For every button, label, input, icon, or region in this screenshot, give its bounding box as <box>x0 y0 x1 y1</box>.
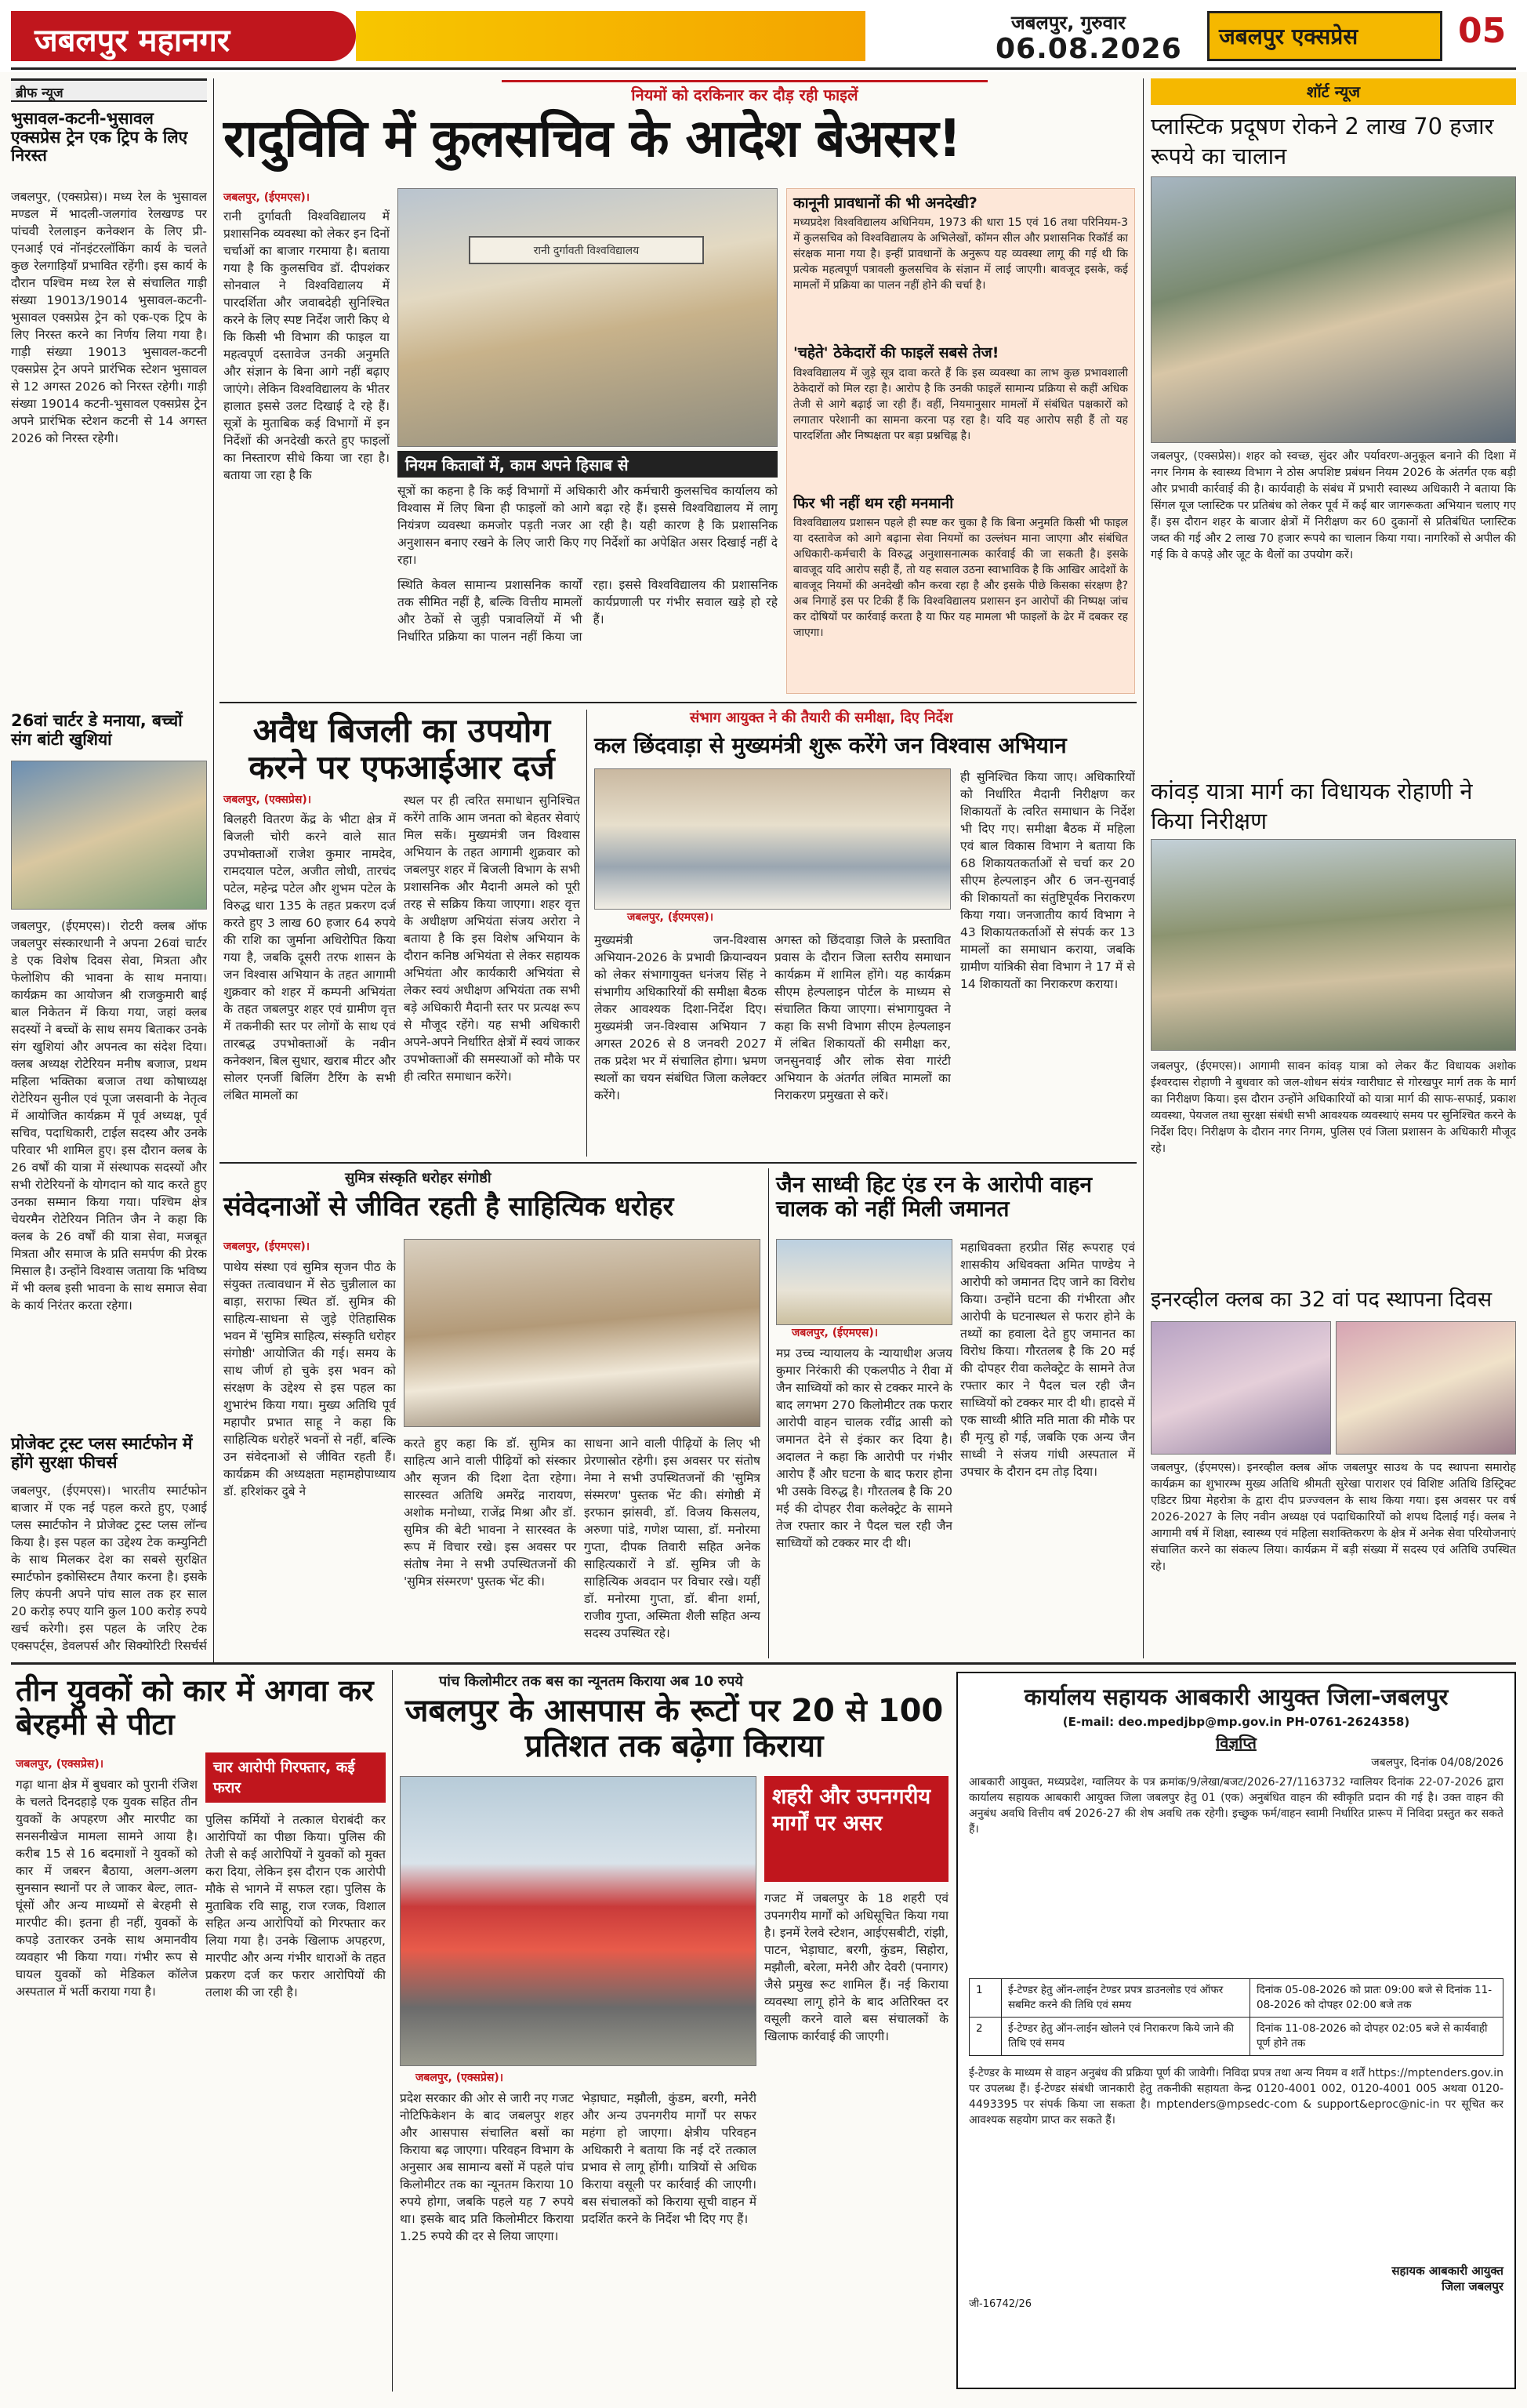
table-row <box>970 1979 1503 2018</box>
yellow-stripe <box>356 11 865 61</box>
short-headline-1: प्लास्टिक प्रदूषण रोकने 2 लाख 70 हजार रूपये का चालान <box>1151 113 1494 169</box>
table-row <box>970 2018 1503 2056</box>
notice-intro: आबकारी आयुक्त, मध्यप्रदेश, ग्वालियर के पत्र क्रमांक/9/लेखा/बजट/2026-27/1163732 ग्वालियर दिनांक 22-07-2026 द्वारा कार्यालय सहायक आबकारी आयुक्त जिला जबलपुर हेतु 01 (एक) अनुबंधित वाहन की स्वीकृति प्रदान की गई है। उक्त वाहन की अनुबंध अवधि वित्तीय वर्ष 2026-27 की शेष अवधि तक रहेगी। इच्छुक फर्म/वाहन स्वामी निर्धारित प्रारूप में निविदा प्रस्तुत कर सकते हैं। <box>969 1776 1503 1836</box>
bus-body-1: प्रदेश सरकार की ओर से जारी नए गजट नोटिफिकेशन के बाद जबलपुर शहर और आसपास संचालित बसों का किराया बढ़ जाएगा। परिवहन विभाग के अनुसार अब सामान्य बसों में पहले पांच किलोमीटर तक का न्यूनतम किराया 10 रुपये होगा, जबकि पहले यह 7 रुपये था। इसके बाद प्रति किलोमीटर किराया 1.25 रुपये की दर से लिया जाएगा। <box>400 2091 574 2243</box>
table-cell-time: दिनांक 05-08-2026 को प्रातः 09:00 बजे से दिनांक 11-08-2026 को दोपहर 02:00 बजे तक <box>1250 1979 1503 2018</box>
rotary-photo <box>11 761 207 910</box>
sahitya-body-2: करते हुए कहा कि डॉ. सुमित्र का साहित्य आने वाली पीढ़ियों को संस्कार और सृजन की दिशा देता रहेगा। सारस्वत अतिथि अमरेंद्र नारायण, अशोक मनोध्या, राजेंद्र मिश्रा और डॉ. सुमित्र की बेटी भावना ने सारस्वत के रूप में विचार रखे। इस अवसर पर संतोष नेमा ने सभी उपस्थितजनों की 'सुमित्र संस्मरण' पुस्तक भेंट की। <box>404 1436 576 1589</box>
assault-body-2: पुलिस कर्मियों ने तत्काल घेराबंदी कर आरोपियों का पीछा किया। पुलिस की तेजी से कई आरोपियों ने युवकों को मुक्त करा दिया, लेकिन इस दौरान एक आरोपी मौके से भागने में सफल रहा। पुलिस के मुताबिक रवि साहू, राज रजक, विशाल सहित अन्य आरोपियों को गिरफ्तार कर लिया गया है। उनके खिलाफ अपहरण, मारपीट और अन्य गंभीर धाराओं के तहत प्रकरण दर्ज कर फरार आरोपियों की तलाश की जा रही है। <box>205 1813 386 1999</box>
notice-vigyapti: विज्ञप्ति <box>1216 1734 1257 1752</box>
brief-headline-2: 26वां चार्टर डे मनाया, बच्चों संग बांटी खुशियां <box>11 711 183 749</box>
sahitya-body-1: पाथेय संस्था एवं सुमित्र सृजन पीठ के संयुक्त तत्वावधान में सेठ चुन्नीलाल का बाड़ा, सराफा स्थित डॉ. सुमित्र की साहित्य-साधना से जुड़े ऐतिहासिक भवन में 'सुमित्र साहित्य, संस्कृति धरोहर संगोष्ठी' आयोजित की गई। समय के साथ जीर्ण हो चुके इस भवन को संरक्षण के उद्देश्य से इस पहल का शुभारंभ किया गया। मुख्य अतिथि पूर्व महापौर प्रभात साहू ने कहा कि साहित्यिक धरोहरें भवनों से नहीं, बल्कि उन संवेदनाओं से जीवित रहती हैं। कार्यक्रम की अध्यक्षता महामहोपाध्याय डॉ. हरिशंकर दुबे ने <box>223 1260 396 1498</box>
court-photo <box>776 1239 952 1325</box>
section-banner <box>11 11 356 61</box>
paper-name: जबलपुर एक्सप्रेस <box>1219 24 1358 49</box>
notice-contact: (E-mail: deo.mpedjbp@mp.gov.in PH-0761-2624358) <box>1062 1715 1410 1729</box>
lead-kicker-bar <box>502 80 988 104</box>
sidebar-text-3: विश्वविद्यालय प्रशासन पहले ही स्पष्ट कर चुका है कि बिना अनुमति किसी भी फाइल या दस्तावेज को आगे बढ़ाना सेवा नियमों का उल्लंघन माना जाएगा और संबंधित अधिकारी-कर्मचारी के विरुद्ध अनुशासनात्मक कार्रवाई की जा सकती है। इसके बावजूद यदि आरोप सही हैं, तो यह सवाल उठना स्वाभाविक है कि आखिर आदेशों के बावजूद नियमों की अनदेखी कौन करवा रहा है और इसके पीछे किसका संरक्षण है? अब निगाहें इस पर टिकी हैं कि विश्वविद्यालय प्रशासन इन आरोपों की निष्पक्ष जांच कर दोषियों पर कार्रवाई करता है या फिर यह मामला भी फाइलों के ढेर में दबकर रह जाएगा। <box>793 516 1128 639</box>
table-cell-work: ई-टेण्डर हेतु ऑन-लाईन टेण्डर प्रपत्र डाउनलोड एवं ऑफर सबमिट करने की तिथि एवं समय <box>1002 1979 1250 2018</box>
notice-table <box>969 1978 1503 2056</box>
table-cell-time: दिनांक 11-08-2026 को दोपहर 02:05 बजे से कार्यवाही पूर्ण होने तक <box>1250 2018 1503 2056</box>
bus-photo <box>400 1776 756 2066</box>
brief-tag: ब्रीफ न्यूज <box>11 78 207 102</box>
building-sign: रानी दुर्गावती विश्वविद्यालय <box>469 236 704 264</box>
short-tag: शॉर्ट न्यूज <box>1151 78 1516 105</box>
notice-sign-2: जिला जबलपुर <box>1442 2279 1503 2294</box>
jain-body-2: महाधिवक्ता हरप्रीत सिंह रूपराह एवं शासकीय अधिवक्ता अमित पाण्डेय ने आरोपी को जमानत दिए जाने का विरोध किया। उन्होंने घटना की गंभीरता और आरोपी के घटनास्थल से फरार होने के तथ्यों का हवाला देते हुए जमानत का विरोध किया। गौरतलब है कि 20 मई की दोपहर रीवा कलेक्ट्रेट के सामने तेज रफ्तार कार ने पैदल चल रही जैन साध्वियों को टक्कर मार दी थी। हादसे में एक साध्वी श्रीति मति माता की मौके पर ही मृत्यु हो गई, जबकि एक अन्य जैन साध्वी ने संजय गांधी अस्पताल में उपचार के दौरान दम तोड़ दिया। <box>960 1240 1135 1479</box>
issue-date: 06.08.2026 <box>996 33 1182 65</box>
brief-column <box>11 78 207 1654</box>
bus-headline: जबलपुर के आसपास के रूटों पर 20 से 100 प्रतिशत तक बढ़ेगा किराया <box>404 1693 944 1764</box>
sahitya-body-3: साधना आने वाली पीढ़ियों के लिए भी प्रेरणास्रोत रहेगी। इस अवसर पर संतोष नेमा ने सभी उपस्थितजनों की 'सुमित्र संस्मरण' पुस्तक भेंट की। संगोष्ठी में इरफान झांसवी, डॉ. विजय किसलय, अरुणा पांडे, गणेश प्यासा, डॉ. मनोरमा गुप्ता, दीपक तिवारी सहित अनेक साहित्यकारों ने डॉ. सुमित्र जी के साहित्यिक अवदान पर विचार रखे। यहीं डॉ. मनोरमा गुप्ता, डॉ. बीना शर्मा, राजीव गुप्ता, अस्मिता शैली सहित अन्य सदस्य उपस्थित रहे। <box>584 1436 760 1640</box>
sambhag-body-3: अगस्त को छिंदवाड़ा जिले के प्रस्तावित प्रवास के दौरान जिला स्तरीय समाधान कार्यक्रम में शामिल होंगे। यह कार्यक्रम सीएम हेल्पलाइन पोर्टल के माध्यम से संचालित किया जाएगा। संभागायुक्त ने कहा कि सभी विभाग सीएम हेल्पलाइन में लंबित शिकायतों की समीक्षा कर, जनसुनवाई और लोक सेवा गारंटी अभियान के अंतर्गत लंबित मामलों का निराकरण प्रमुखता से करें। <box>774 933 951 1102</box>
col-rule-right <box>1143 78 1144 1658</box>
sahitya-headline: संवेदनाओं से जीवित रहती है साहित्यिक धरोहर <box>223 1191 674 1222</box>
sambhag-dateline: जबलपुर, (ईएमएस)। <box>627 911 714 924</box>
short-text-3: जबलपुर, (ईएमएस)। इनरव्हील क्लब ऑफ जबलपुर साउथ के पद स्थापना समारोह कार्यक्रम का शुभारम्भ मुख्य अतिथि श्रीमती सुरेखा पाराशर एवं विशिष्ट अतिथि डिस्ट्रिक्ट एडिटर प्रिया मेहरोत्रा के द्वारा दीप प्रज्ज्वलन के साथ किया गया। इस अवसर पर वर्ष 2026-2027 के लिए नवीन अध्यक्ष एवं पदाधिकारियों को शपथ दिलाई गई। क्लब ने आगामी वर्ष में शिक्षा, स्वास्थ्य एवं महिला सशक्तिकरण के क्षेत्र में अनेक सेवा परियोजनाएं संचालित करने का संकल्प लिया। कार्यक्रम में बड़ी संख्या में सदस्य एवं अतिथि उपस्थित रहे। <box>1151 1462 1516 1573</box>
brief-headline-1: भुसावल-कटनी-भुसावल एक्सप्रेस ट्रेन एक ट्रिप के लिए निरस्त <box>11 109 188 165</box>
table-cell-no: 1 <box>970 1979 1002 2018</box>
bus-dateline: जबलपुर, (एक्सप्रेस)। <box>415 2072 504 2084</box>
meeting-photo <box>594 768 951 910</box>
innerwheel-photo-2 <box>1336 1321 1516 1455</box>
lead-body-1: रानी दुर्गावती विश्वविद्यालय में प्रशासनिक व्यवस्था को लेकर इन दिनों चर्चाओं का बाजार गरमाया है। बताया गया है कि कुलसचिव डॉ. दीपशंकर सोनवाल ने विश्वविद्यालय में पारदर्शिता और जवाबदेही सुनिश्चित करने के लिए स्पष्ट निर्देश जारी किए थे कि किसी भी विभाग की फाइल या महत्वपूर्ण दस्तावेज उनकी अनुमति और संज्ञान के बिना आगे नहीं बढ़ाए जाएंगे। लेकिन विश्वविद्यालय के भीतर हालात इससे उलट दिखाई दे रहे हैं। सूत्रों के मुताबिक कई विभागों में इन निर्देशों की अनदेखी करते हुए फाइलों का निस्तारण सीधे किया जा रहा है। बताया जा रहा है कि <box>223 209 390 482</box>
jain-dateline: जबलपुर, (ईएमएस)। <box>792 1327 879 1339</box>
sahitya-kicker: सुमित्र संस्कृति धरोहर संगोष्ठी <box>345 1170 491 1186</box>
short-text-1: जबलपुर, (एक्सप्रेस)। शहर को स्वच्छ, सुंदर और पर्यावरण-अनुकूल बनाने की दिशा में नगर निगम के स्वास्थ्य विभाग ने ठोस अपशिष्ट प्रबंधन नियम 2026 के अंतर्गत एक बड़ी और प्रभावी कार्रवाई की है। कार्यवाही के संबंध में प्रभारी स्वास्थ्य अधिकारी ने बताया कि सिंगल यूज प्लास्टिक पर प्रतिबंध को लेकर पूर्व में कई बार जागरूकता अभियान चलाए गए हैं। इस दौरान शहर के बाजार क्षेत्रों में निरीक्षण कर 60 दुकानों से प्रतिबंधित प्लास्टिक जब्त की गई और 2 लाख 70 हजार रूपये का चालान किया गया। नागरिकों से अपील की गई कि वे कपड़े और जूट के थैलों का उपयोग करें। <box>1151 450 1516 561</box>
lead-bottom-rule <box>219 702 1137 703</box>
bus-kicker: पांच किलोमीटर तक बस का न्यूनतम किराया अब 10 रुपये <box>439 1673 743 1690</box>
brief-headline-3: प्रोजेक्ट ट्रस्ट प्लस स्मार्टफोन में होंगे सुरक्षा फीचर्स <box>11 1434 193 1472</box>
sidebar-headline-1: कानूनी प्रावधानों की भी अनदेखी? <box>793 194 977 212</box>
sidebar-headline-2: 'चहेते' ठेकेदारों की फाइलें सबसे तेज! <box>793 344 999 362</box>
kanwar-photo <box>1151 839 1516 1051</box>
col-rule-left <box>213 78 214 1662</box>
col-rule-mid-2 <box>768 1168 769 1658</box>
lead-body-2: सूत्रों का कहना है कि कई विभागों में अधिकारी और कर्मचारी कुलसचिव कार्यालय को विश्वास में लिए बिना ही फाइलों को आगे बढ़ा रहे हैं। इससे विश्वविद्यालय में लागू नियंत्रण व्यवस्था कमजोर पड़ती नजर आ रही है। यही कारण है कि प्रशासनिक अनुशासन बनाए रखने के लिए जारी किए गए निर्देशों का अपेक्षित असर दिखाई नहीं दे रहा। <box>397 484 778 567</box>
short-column <box>1151 78 1516 1658</box>
jain-headline: जैन साध्वी हिट एंड रन के आरोपी वाहन चालक को नहीं मिली जमानत <box>776 1171 1092 1222</box>
sidebar-text-2: विश्वविद्यालय में जुड़े सूत्र दावा करते हैं कि इस व्यवस्था का लाभ कुछ प्रभावशाली ठेकेदारों को मिल रहा है। आरोप है कि उनकी फाइलें सामान्य प्रक्रिया से कहीं अधिक तेजी से आगे बढ़ाई जा रही हैं। वहीं, नियमानुसार मामलों में संबंधित पक्षकारों को लगातार परेशानी का सामना करना पड़ रहा है। यदि यह आरोप सही हैं तो यह पारदर्शिता और निष्पक्षता पर बड़ा प्रश्नचिह्न है। <box>793 366 1128 442</box>
assault-dateline: जबलपुर, (एक्सप्रेस)। <box>16 1758 104 1771</box>
lead-sidebar <box>786 188 1135 694</box>
university-photo <box>397 188 778 447</box>
plastic-drive-photo <box>1151 176 1516 443</box>
notice-title: कार्यालय सहायक आबकारी आयुक्त जिला-जबलपुर <box>1024 1683 1449 1710</box>
table-cell-work: ई-टेण्डर हेतु ऑन-लाईन खोलने एवं निराकरण किये जाने की तिथि एवं समय <box>1002 2018 1250 2056</box>
brief-text-1: जबलपुर, (एक्सप्रेस)। मध्य रेल के भुसावल मण्डल में भादली-जलगांव रेलखण्ड पर पांचवी रेललाइन कनेक्शन के लिए प्री-एनआई एवं नॉनइंटरलॉकिंग कार्य के चलते कुछ रेलगाड़ियाँ प्रभावित रहेंगी। इस कार्य के दौरान पश्चिम मध्य रेल से संचालित गाड़ी संख्या 19013/19014 भुसावल-कटनी-भुसावल एक्सप्रेस ट्रेन को एक-एक ट्रिप के लिए निरस्त करने का निर्णय लिया गया है। गाड़ी संख्या 19013 भुसावल-कटनी एक्सप्रेस ट्रेन अपने प्रारंभिक स्टेशन भुसावल से 12 अगस्त 2026 को निरस्त रहेगी। गाड़ी संख्या 19014 कटनी-भुसावल एक्सप्रेस ट्रेन अपने प्रारंभिक स्टेशन कटनी से 14 अगस्त 2026 को निरस्त रहेगी। <box>11 190 207 445</box>
brief-text-2: जबलपुर, (ईएमएस)। रोटरी क्लब ऑफ जबलपुर संस्कारधानी ने अपना 26वां चार्टर डे एक विशेष दिवस सेवा, मित्रता और फेलोशिप की भावना के साथ मनाया। कार्यक्रम का आयोजन श्री राजकुमारी बाई बाल निकेतन में किया गया, जहां क्लब सदस्यों ने बच्चों के साथ समय बिताकर उनके संग खुशियां और अपनत्व का संदेश दिया। क्लब अध्यक्ष रोटेरियन मनीष बजाज, प्रथम महिला भक्तिका बजाज तथा कोषाध्यक्ष रोटेरियन सुनील एवं पूजा जसवानी के नेतृत्व में आयोजित कार्यक्रम में पूर्व अध्यक्ष, पूर्व सचिव, पदाधिकारी, टाईल सदस्य और उनके परिवार भी शामिल हुए। इस दौरान क्लब के 26 वर्षों की यात्रा में संस्थापक सदस्यों और सभी रोटेरियनों के योगदान को याद करते हुए उनका सम्मान किया गया। पश्चिम क्षेत्र चेयरमैन रोटेरियन नितिन जैन ने कहा कि क्लब के 26 वर्षों की यात्रा सेवा, मजबूत मित्रता और समाज के प्रति समर्पण की प्रेरक मिसाल है। उन्होंने विश्वास जताया कि भविष्य में भी क्लब इसी भावना के साथ समाज सेवा के कार्य निरंतर करता रहेगा। <box>11 919 207 1313</box>
page-number: 05 <box>1458 11 1507 51</box>
mid-rule-2 <box>219 1162 1137 1164</box>
paper-name-box <box>1207 11 1442 61</box>
lead-dateline: जबलपुर, (ईएमएस)। <box>223 191 310 204</box>
notice-sign-1: सहायक आबकारी आयुक्त <box>1391 2264 1503 2278</box>
sidebar-text-1: मध्यप्रदेश विश्वविद्यालय अधिनियम, 1973 की धारा 15 एवं 16 तथा परिनियम-3 में कुलसचिव को विश्वविद्यालय के अभिलेखों, कॉमन सील और प्रशासनिक रिकॉर्ड का संरक्षक माना गया है। इन्हीं प्रावधानों के अनुरूप यह व्यवस्था लागू की गई थी कि प्रत्येक महत्वपूर्ण पत्रावली कुलसचिव के संज्ञान में लाई जाएगी। बावजूद इसके, कई मामलों में प्रक्रिया का पालन नहीं होने की चर्चा है। <box>793 216 1128 292</box>
assault-body-1: गढ़ा थाना क्षेत्र में बुधवार को पुरानी रंजिश के चलते दिनदहाड़े एक युवक सहित तीन युवकों के अपहरण और मारपीट का सनसनीखेज मामला सामने आया है। करीब 15 से 16 बदमाशों ने युवकों को कार में जबरन बैठाया, अलग-अलग सुनसान स्थानों पर ले जाकर बेल्ट, लात-घूंसों और अन्य माध्यमों से बेरहमी से मारपीट की। इतना ही नहीं, युवकों के कपड़े उतारकर उनके साथ अमानवीय व्यवहार भी किया गया। गंभीर रूप से घायल युवकों को मेडिकल कॉलेज अस्पताल में भर्ती कराया गया है। <box>16 1778 198 1999</box>
col-rule-mid <box>586 710 587 1157</box>
sambhag-body-1: ही सुनिश्चित किया जाए। अधिकारियों को निर्धारित मैदानी निरीक्षण कर शिकायतों के त्वरित समाधान के निर्देश भी दिए गए। समीक्षा बैठक में महिला एवं बाल विकास विभाग ने बताया कि 68 शिकायतकर्ताओं से चर्चा कर 20 सीएम हेल्पलाइन और 6 जन-सुनवाई की शिकायतों का संतुष्टिपूर्वक निराकरण किया गया। जनजातीय कार्य विभाग ने 43 शिकायतकर्ताओं से संपर्क कर 13 मामलों का समाधान कराया, जबकि ग्रामीण यांत्रिकी सेवा विभाग ने 17 में से 14 शिकायतों का निराकरण कराया। <box>960 770 1135 991</box>
electricity-body-2: स्थल पर ही त्वरित समाधान सुनिश्चित करेंगे ताकि आम जनता को बेहतर सेवाएं मिल सकें। मुख्यमंत्री जन विश्वास अभियान के तहत आगामी शुक्रवार को जबलपुर शहर में बिजली विभाग के सभी प्रशासनिक और मैदानी अमले को पूरी तरह से सक्रिय किया जाएगा। शहर वृत्त के अधीक्षण अभियंता संजय अरोरा ने बताया है कि इस विशेष अभियान के दौरान कनिष्ठ अभियंता से लेकर सहायक अभियंता और कार्यकारी अभियंता से लेकर स्वयं अधीक्षण अभियंता तक सभी बड़े अधिकारी मैदानी स्तर पर प्रत्यक्ष रूप से मौजूद रहेंगे। यह सभी अधिकारी अपने-अपने निर्धारित क्षेत्रों में स्वयं जाकर उपभोक्ताओं की समस्याओं को मौके पर ही त्वरित समाधान करेंगे। <box>404 794 580 1084</box>
masthead-rule <box>11 67 1516 70</box>
notice-date: जबलपुर, दिनांक 04/08/2026 <box>1371 1756 1503 1769</box>
assault-subhead: चार आरोपी गिरफ्तार, कई फरार <box>205 1752 386 1803</box>
sahitya-dateline: जबलपुर, (ईएमएस)। <box>223 1240 310 1253</box>
electricity-body-1: बिलहरी वितरण केंद्र के भीटा क्षेत्र में बिजली चोरी करने वाले सात उपभोक्ताओं राजेश कुमार नामदेव, रामदयाल पटेल, अजीत लोधी, तारचंद पटेल, महेन्द्र पटेल और शुभम पटेल के विरुद्ध धारा 135 के तहत प्रकरण दर्ज करते हुए 3 लाख 60 हजार 64 रुपये की राशि का जुर्माना अधिरोपित किया गया है, जबकि दूसरी तरफ शासन के जन विश्वास अभियान के तहत आगामी शुक्रवार को शहर में कम्पनी अभियंता के तहत जबलपुर शहर एवं ग्रामीण वृत्त में तकनीकी स्तर पर लोगों के साथ एवं तारबद्ध उपभोक्ताओं के नवीन कनेक्शन, बिल सुधार, खराब मीटर और सोलर एनर्जी बिलिंग टैरिंग के सभी लंबित मामलों का <box>223 812 396 1102</box>
sahitya-photo <box>404 1239 760 1427</box>
sidebar-headline-3: फिर भी नहीं थम रही मनमानी <box>793 494 954 512</box>
lead-body-3: स्थिति केवल सामान्य प्रशासनिक कार्यों तक सीमित नहीं है, बल्कि वित्तीय मामलों और ठेकों से जुड़ी पत्रावलियों में भी निर्धारित प्रक्रिया का पालन नहीं किया जा रहा। इससे विश्वविद्यालय की प्रशासनिक कार्यप्रणाली पर गंभीर सवाल खड़े हो रहे हैं। <box>397 578 778 644</box>
jain-body-1: मप्र उच्च न्यायालय के न्यायाधीश अजय कुमार निरंकारी की एकलपीठ ने रीवा में जैन साध्वियों को कार से टक्कर मारने के बाद लगभग 270 किलोमीटर तक फरार आरोपी वाहन चालक रवींद्र आसी को जमानत देने से इंकार कर दिया है। अदालत ने कहा कि आरोपी पर गंभीर आरोप हैं और घटना के बाद फरार होना भी उसके विरुद्ध है। गौरतलब है कि 20 मई की दोपहर रीवा कलेक्ट्रेट के सामने तेज रफ्तार कार ने पैदल चल रही जैन साध्वियों को टक्कर मार दी थी। <box>776 1346 952 1550</box>
notice-code: जी-16742/26 <box>969 2298 1032 2310</box>
lead-kicker: नियमों को दरकिनार कर दौड़ रही फाइलें <box>631 85 858 104</box>
table-cell-no: 2 <box>970 2018 1002 2056</box>
short-text-2: जबलपुर, (ईएमएस)। आगामी सावन कांवड़ यात्रा को लेकर कैंट विधायक अशोक ईश्वरदास रोहाणी ने बुधवार को जल-शोधन संयंत्र ग्वारीघाट से गोरखपुर मार्ग तक के मार्ग का निरीक्षण किया। इस दौरान उन्होंने अधिकारियों को यात्रा मार्ग की साफ-सफाई, प्रकाश व्यवस्था, पेयजल तथा सुरक्षा संबंधी सभी आवश्यक व्यवस्थाएं समय पर सुनिश्चित करने के निर्देश दिए। निरीक्षण के दौरान नगर निगम, पुलिस एवं जिला प्रशासन के अधिकारी मौजूद रहे। <box>1151 1060 1516 1155</box>
sambhag-headline: कल छिंदवाड़ा से मुख्यमंत्री शुरू करेंगे जन विश्वास अभियान <box>594 732 1067 758</box>
electricity-headline: अवैध बिजली का उपयोग करने पर एफआईआर दर्ज <box>248 711 555 787</box>
assault-headline: तीन युवकों को कार में अगवा कर बेरहमी से पीटा <box>16 1673 374 1742</box>
sambhag-body-2: मुख्यमंत्री जन-विश्वास अभियान-2026 के प्रभावी क्रियान्वयन को लेकर संभागायुक्त धनंजय सिंह ने संभागीय अधिकारियों की समीक्षा बैठक लेकर आवश्यक दिशा-निर्देश दिए। मुख्यमंत्री जन-विश्वास अभियान 7 अगस्त 2026 से 8 जनवरी 2027 तक प्रदेश भर में संचालित होगा। भ्रमण स्थलों का चयन संबंधित जिला कलेक्टर करेंगे। <box>594 933 767 1102</box>
city-day: जबलपुर, गुरुवार <box>1011 12 1126 34</box>
short-headline-3: इनरव्हील क्लब का 32 वां पद स्थापना दिवस <box>1151 1288 1493 1312</box>
sambhag-kicker: संभाग आयुक्त ने की तैयारी की समीक्षा, दिए निर्देश <box>690 710 953 726</box>
excise-notice <box>956 1672 1516 2389</box>
innerwheel-photo-1 <box>1151 1321 1331 1455</box>
notice-tail: ई-टेण्डर के माध्यम से वाहन अनुबंध की प्रक्रिया पूर्ण की जावेगी। निविदा प्रपत्र तथा अन्य नियम व शर्तें https://mptenders.gov.in पर उपलब्ध हैं। ई-टेण्डर संबंधी जानकारी हेतु तकनीकी सहायता केन्द्र 0120-4001 002, 0120-4001 005 अथवा 0120-4493395 पर संपर्क किया जा सकता है। mptenders@mpsedc-com & support&eproc@nic-in पर सूचित कर आवश्यक सहयोग प्राप्त कर सकते हैं। <box>969 2067 1503 2127</box>
bottom-band-rule <box>11 1662 1516 1665</box>
short-headline-2: कांवड़ यात्रा मार्ग का विधायक रोहाणी ने किया निरीक्षण <box>1151 778 1473 834</box>
brief-text-3: जबलपुर, (ईएमएस)। भारतीय स्मार्टफोन बाजार में एक नई पहल करते हुए, एआई प्लस स्मार्टफोन ने प्रोजेक्ट ट्रस्ट प्लस लॉन्च किया है। इस पहल का उद्देश्य टेक कम्युनिटी के साथ मिलकर देश का सबसे सुरक्षित स्मार्टफोन इकोसिस्टम तैयार करना है। इसके लिए कंपनी अपने पांच साल तक हर साल 20 करोड़ रुपए यानि कुल 100 करोड़ रुपये खर्च करेगी। इस पहल के जरिए टेक एक्सपर्ट्स, डेवलपर्स और सिक्योरिटी रिसर्चर्स <box>11 1484 207 1653</box>
bus-body-2: भेड़ाघाट, मझौली, कुंडम, बरगी, मनेरी और अन्य उपनगरीय मार्गों पर सफर महंगा हो जाएगा। क्षेत्रीय परिवहन अधिकारी ने बताया कि नई दरें तत्काल प्रभाव से लागू होंगी। यात्रियों से अधिक किराया वसूली पर कार्रवाई की जाएगी। बस संचालकों को किराया सूची वाहन में प्रदर्शित करने के निर्देश भी दिए गए हैं। <box>582 2091 756 2226</box>
masthead <box>0 0 1527 72</box>
bus-body-3: गजट में जबलपुर के 18 शहरी एवं उपनगरीय मार्गों को अधिसूचित किया गया है। इनमें रेलवे स्टेशन, आईएसबीटी, रांझी, पाटन, भेड़ाघाट, बरगी, कुंडम, सिहोरा, मझौली, बरेला, मनेरी और देवरी (पनागर) जैसे प्रमुख रूट शामिल हैं। नई किराया व्यवस्था लागू होने के बाद अतिरिक्त दर वसूली करने वाले बस संचालकों के खिलाफ कार्रवाई की जाएगी। <box>764 1891 948 2043</box>
lead-photo-caption: नियम किताबों में, काम अपने हिसाब से <box>397 451 778 478</box>
bottom-col-rule-1 <box>392 1670 393 2392</box>
lead-headline: रादुविवि में कुलसचिव के आदेश बेअसर! <box>223 108 961 169</box>
electricity-dateline: जबलपुर, (एक्सप्रेस)। <box>223 794 312 806</box>
bus-side-head: शहरी और उपनगरीय मार्गों पर असर <box>764 1776 948 1882</box>
section-title: जबलपुर महानगर <box>34 23 230 59</box>
